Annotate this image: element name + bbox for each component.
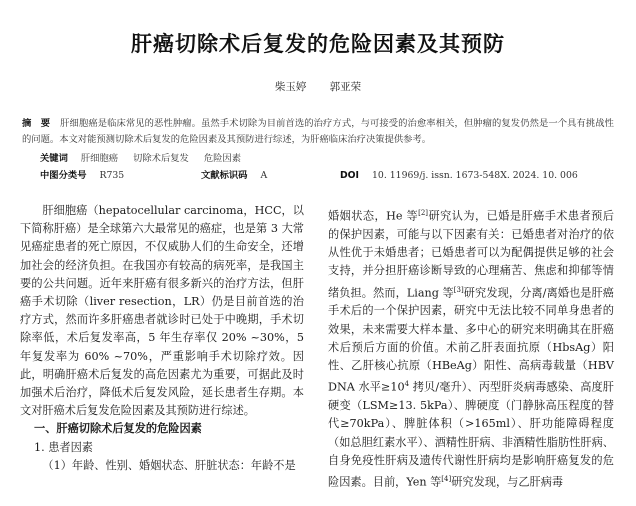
body-paragraph	[328, 204, 614, 492]
text-run: 研究发现，与乙肝病毒	[451, 475, 564, 489]
citation: [2]	[418, 209, 429, 217]
keyword-item: 切除术后复发	[133, 153, 189, 164]
section-heading: 一、肝癌切除术后复发的危险因素	[34, 422, 202, 436]
abstract-text: 肝细胞癌是临床常见的恶性肿瘤。虽然手术切除为目前首选的治疗方式，与可接受的治愈率相关，但肿瘤的复发仍然是一个具有挑战性的问题。本文对能预测切除术后复发的危险因素及其预防进行综述，为肝癌临床治疗决策提供参考。	[22, 118, 614, 145]
body-paragraph: （1）年龄、性别、婚姻状态、肝脏状态：年龄不是	[42, 458, 296, 472]
keywords	[40, 150, 253, 164]
author-list	[0, 79, 636, 94]
citation: [4]	[441, 475, 452, 484]
author-2: 郭亚荣	[329, 81, 362, 93]
keyword-item: 危险因素	[203, 153, 242, 164]
paper-title: 肝癌切除术后复发的危险因素及其预防	[131, 32, 505, 56]
text-run: 婚姻状态，He 等	[328, 209, 419, 223]
subsection-heading: 1. 患者因素	[34, 440, 93, 454]
body-paragraph: 肝细胞癌（hepatocellular carcinoma，HCC，以下简称肝癌）是全球第六大最常见的癌症，也是第 3 大常见癌症患者的死亡原因，不仅威胁人们的生命安全，还增加社会的经济负担。在我国亦有较高的病死率，是我国主要的公共问题。近年来肝癌有很多新兴的治疗方法，但肝癌手术切除（liver resection，LR）仍是目前首选的治疗方式，然而许多肝癌患者就诊时已处于中晚期，手术切除率低，术后复发率高，5 年生存率仅 20% ~30%，5 年复发率为 60% ~70%，严重影响手术切除疗效。因此，明确肝癌术后复发的高危因素尤为重要，可据此及时加强术后治疗，降低术后复发风险，延长患者生存期。本文对肝癌术后复发危险因素及其预防进行综述。	[20, 204, 304, 418]
author-1: 柴玉婷	[274, 81, 307, 93]
text-run: 研究认为，已婚是肝癌手术患者预后的保护因素，可能与以下因素有关：已婚患者对治疗的依从性优于未婚患者；已婚患者可以为配偶提供足够的社会支持，并分担肝癌诊断导致的心理痛苦、焦虑和抑郁等情绪负担。然而，Liang 等	[328, 209, 614, 300]
doc-code-value: A	[260, 170, 268, 181]
text-run: 研究发现，分离/离婚也是肝癌手术后的一个保护因素，研究中无法比较不同单身患者的效果，未来需要大样本量、多中心的研究来明确其在肝癌术后预后方面的价值。术前乙肝表面抗原（HbsAg）阳性、乙肝核心抗原（HBeAg）阳性、高病毒载量（HBV DNA 水平≥10	[328, 286, 614, 395]
body-right-column	[328, 204, 614, 492]
doc-code-label: 文献标识码	[200, 170, 248, 181]
article-metadata	[40, 167, 610, 181]
keywords-label: 关键词	[40, 153, 68, 164]
clc-value: R735	[99, 170, 125, 181]
superscript: 4	[404, 380, 410, 389]
clc-label: 中图分类号	[40, 170, 87, 181]
text-run: 拷贝/毫升）、丙型肝炎病毒感染、高度肝硬变（LSM≥13. 5kPa）、脾硬度（门静脉高压程度的替代≥70kPa）、脾脏体积（>165ml）、肝功能障碍程度（如总胆红素水平）、酒精性肝病、非酒精性脂肪性肝病、自身免疫性肝病及遗传代谢性肝病均是影响肝癌复发的危险因素。目前，Yen 等	[328, 381, 614, 489]
doi-label: DOI	[339, 170, 360, 181]
body-left-column	[20, 202, 304, 475]
citation: [3]	[453, 285, 464, 294]
keyword-item: 肝细胞癌	[80, 153, 119, 164]
abstract-label: 摘 要	[22, 118, 51, 129]
doi-value: 10. 11969/j. issn. 1673-548X. 2024. 10. 006	[372, 170, 578, 181]
abstract	[22, 116, 614, 148]
